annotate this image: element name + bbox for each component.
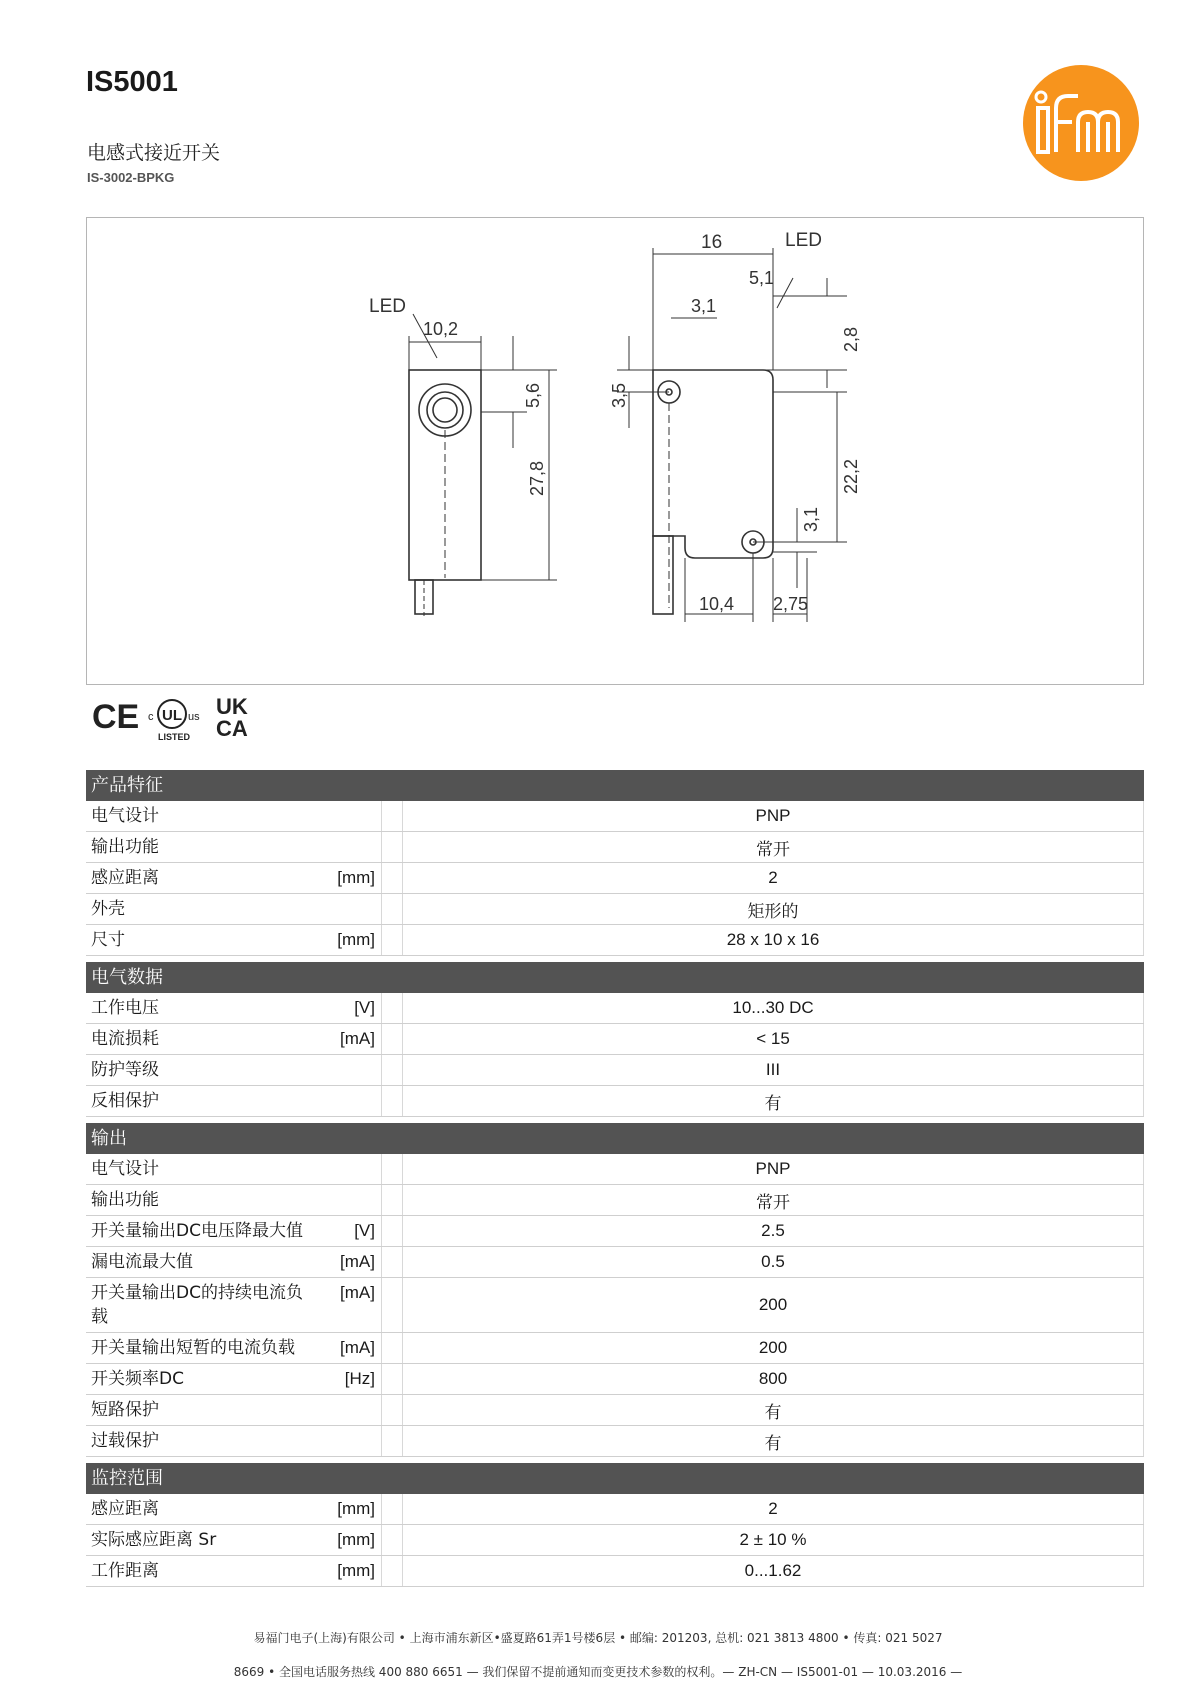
spec-label-cell <box>86 993 382 1023</box>
dim-10-4: 10,4 <box>699 594 735 614</box>
spec-value: III <box>402 1055 1144 1085</box>
spec-table <box>86 770 1144 1587</box>
spec-value: PNP <box>402 1154 1144 1184</box>
certification-marks <box>92 692 272 744</box>
dim-16: 16 <box>701 232 723 253</box>
dim-2-8: 2,8 <box>841 326 861 352</box>
spec-row <box>86 1278 1144 1333</box>
spec-label: 短路保护 <box>91 1400 159 1420</box>
spec-label: 感应距离 <box>91 1499 159 1519</box>
spec-label-cell <box>86 1333 382 1363</box>
spec-label-cell <box>86 1556 382 1586</box>
spec-unit: [mm] <box>337 930 375 949</box>
spec-unit: [Hz] <box>344 1369 375 1388</box>
spec-label-cell <box>86 1024 382 1054</box>
spec-value: 2 <box>402 863 1144 893</box>
spec-row <box>86 1055 1144 1086</box>
spec-label-cell <box>86 1278 382 1332</box>
article-number: IS-3002-BPKG <box>87 170 175 185</box>
spec-label-cell <box>86 1494 382 1524</box>
spec-value: 有 <box>402 1426 1144 1456</box>
spec-label: 电气设计 <box>91 1159 159 1179</box>
spec-label: 开关量输出DC的持续电流负载 <box>91 1283 303 1327</box>
spec-label-cell <box>86 1364 382 1394</box>
spec-row <box>86 1395 1144 1426</box>
spec-label-cell <box>86 1395 382 1425</box>
spec-unit: [mm] <box>337 1530 375 1549</box>
spec-label-cell <box>86 1426 382 1456</box>
section-header: 监控范围 <box>86 1463 1144 1494</box>
spec-label-cell <box>86 894 382 924</box>
dim-5-1: 5,1 <box>749 268 775 288</box>
spec-label-cell <box>86 1525 382 1555</box>
dim-22-2: 22,2 <box>841 458 861 494</box>
spec-row <box>86 801 1144 832</box>
spec-label: 输出功能 <box>91 1190 159 1210</box>
ukca-mark-top: UK <box>216 694 248 719</box>
spec-value: 2 <box>402 1494 1144 1524</box>
spec-label-cell <box>86 801 382 831</box>
spec-label: 防护等级 <box>91 1060 159 1080</box>
spec-row <box>86 1494 1144 1525</box>
spec-label-cell <box>86 1185 382 1215</box>
spec-unit: [mm] <box>337 1561 375 1580</box>
label-led-left: LED <box>369 296 406 317</box>
spec-label: 过载保护 <box>91 1431 159 1451</box>
footer-address: 易福门电子(上海)有限公司 • 上海市浦东新区•盛夏路61弄1号楼6层 • 邮编: 201203, 总机: 021 3813 4800 • 传真: 021 5027 <box>253 1631 943 1645</box>
spec-value: 有 <box>402 1395 1144 1425</box>
ce-mark: CE <box>92 698 140 736</box>
spec-unit: [mA] <box>340 1252 375 1271</box>
spec-label: 尺寸 <box>91 930 125 950</box>
spec-unit: [mA] <box>340 1283 375 1302</box>
dim-3-1-side: 3,1 <box>801 506 821 532</box>
spec-label: 工作电压 <box>91 998 159 1018</box>
spec-label-cell <box>86 925 382 955</box>
product-description: 电感式接近开关 <box>87 142 221 164</box>
footer-legal: 8669 • 全国电话服务热线 400 880 6651 — 我们保留不提前通知而变更技术参数的权利。— ZH-CN — IS5001-01 — 10.03.2016 — <box>233 1665 963 1679</box>
spec-label-cell <box>86 1154 382 1184</box>
spec-label: 外壳 <box>91 899 125 919</box>
svg-text:us: us <box>188 711 200 723</box>
dim-5-6: 5,6 <box>523 382 543 408</box>
spec-label: 输出功能 <box>91 837 159 857</box>
spec-row <box>86 1556 1144 1587</box>
spec-label: 开关量输出短暂的电流负载 <box>91 1338 295 1358</box>
spec-row <box>86 1525 1144 1556</box>
ukca-mark-bottom: CA <box>216 716 248 741</box>
spec-label-cell <box>86 832 382 862</box>
spec-row <box>86 1333 1144 1364</box>
svg-text:LISTED: LISTED <box>158 732 191 742</box>
spec-value: 2.5 <box>402 1216 1144 1246</box>
spec-row <box>86 1216 1144 1247</box>
spec-label: 反相保护 <box>91 1091 159 1111</box>
dim-3-1-top: 3,1 <box>691 296 717 316</box>
spec-unit: [mm] <box>337 1499 375 1518</box>
spec-label: 漏电流最大值 <box>91 1252 193 1272</box>
ifm-logo <box>1022 64 1140 182</box>
spec-value: < 15 <box>402 1024 1144 1054</box>
dim-10-2: 10,2 <box>423 319 459 339</box>
spec-row <box>86 863 1144 894</box>
svg-text:c: c <box>148 711 154 723</box>
spec-row <box>86 1154 1144 1185</box>
spec-value: PNP <box>402 801 1144 831</box>
spec-label-cell <box>86 1247 382 1277</box>
spec-row <box>86 1364 1144 1395</box>
dim-27-8: 27,8 <box>527 460 547 496</box>
spec-label: 实际感应距离 Sr <box>91 1530 217 1550</box>
section-header: 输出 <box>86 1123 1144 1154</box>
spec-label: 电流损耗 <box>91 1029 159 1049</box>
spec-value: 0.5 <box>402 1247 1144 1277</box>
section-header: 电气数据 <box>86 962 1144 993</box>
spec-label: 工作距离 <box>91 1561 159 1581</box>
section-header: 产品特征 <box>86 770 1144 801</box>
spec-row <box>86 1247 1144 1278</box>
spec-label: 开关量输出DC电压降最大值 <box>91 1221 303 1241</box>
spec-value: 常开 <box>402 832 1144 862</box>
spec-value: 800 <box>402 1364 1144 1394</box>
spec-value: 有 <box>402 1086 1144 1116</box>
spec-unit: [V] <box>354 998 375 1017</box>
dim-3-5: 3,5 <box>609 382 629 408</box>
spec-row <box>86 832 1144 863</box>
spec-label: 感应距离 <box>91 868 159 888</box>
spec-unit: [V] <box>354 1221 375 1240</box>
spec-value: 28 x 10 x 16 <box>402 925 1144 955</box>
label-led-right: LED <box>785 230 822 251</box>
spec-value: 0...1.62 <box>402 1556 1144 1586</box>
spec-value: 10...30 DC <box>402 993 1144 1023</box>
product-code: IS5001 <box>86 66 178 98</box>
spec-row <box>86 894 1144 925</box>
spec-unit: [mm] <box>337 868 375 887</box>
svg-text:UL: UL <box>162 707 182 724</box>
spec-value: 2 ± 10 % <box>402 1525 1144 1555</box>
spec-row <box>86 993 1144 1024</box>
spec-row <box>86 1024 1144 1055</box>
spec-label-cell <box>86 1055 382 1085</box>
spec-row <box>86 1086 1144 1117</box>
ul-listed-mark <box>148 700 200 742</box>
dim-2-75: 2,75 <box>773 594 809 614</box>
spec-row <box>86 1426 1144 1457</box>
spec-label-cell <box>86 1086 382 1116</box>
spec-label-cell <box>86 1216 382 1246</box>
spec-row <box>86 1185 1144 1216</box>
spec-label-cell <box>86 863 382 893</box>
spec-label: 电气设计 <box>91 806 159 826</box>
spec-unit: [mA] <box>340 1029 375 1048</box>
spec-unit: [mA] <box>340 1338 375 1357</box>
spec-label: 开关频率DC <box>91 1369 184 1389</box>
spec-value: 矩形的 <box>402 894 1144 924</box>
dimension-drawing <box>86 217 1144 685</box>
spec-row <box>86 925 1144 956</box>
spec-value: 常开 <box>402 1185 1144 1215</box>
spec-value: 200 <box>402 1333 1144 1363</box>
spec-value: 200 <box>402 1278 1144 1332</box>
